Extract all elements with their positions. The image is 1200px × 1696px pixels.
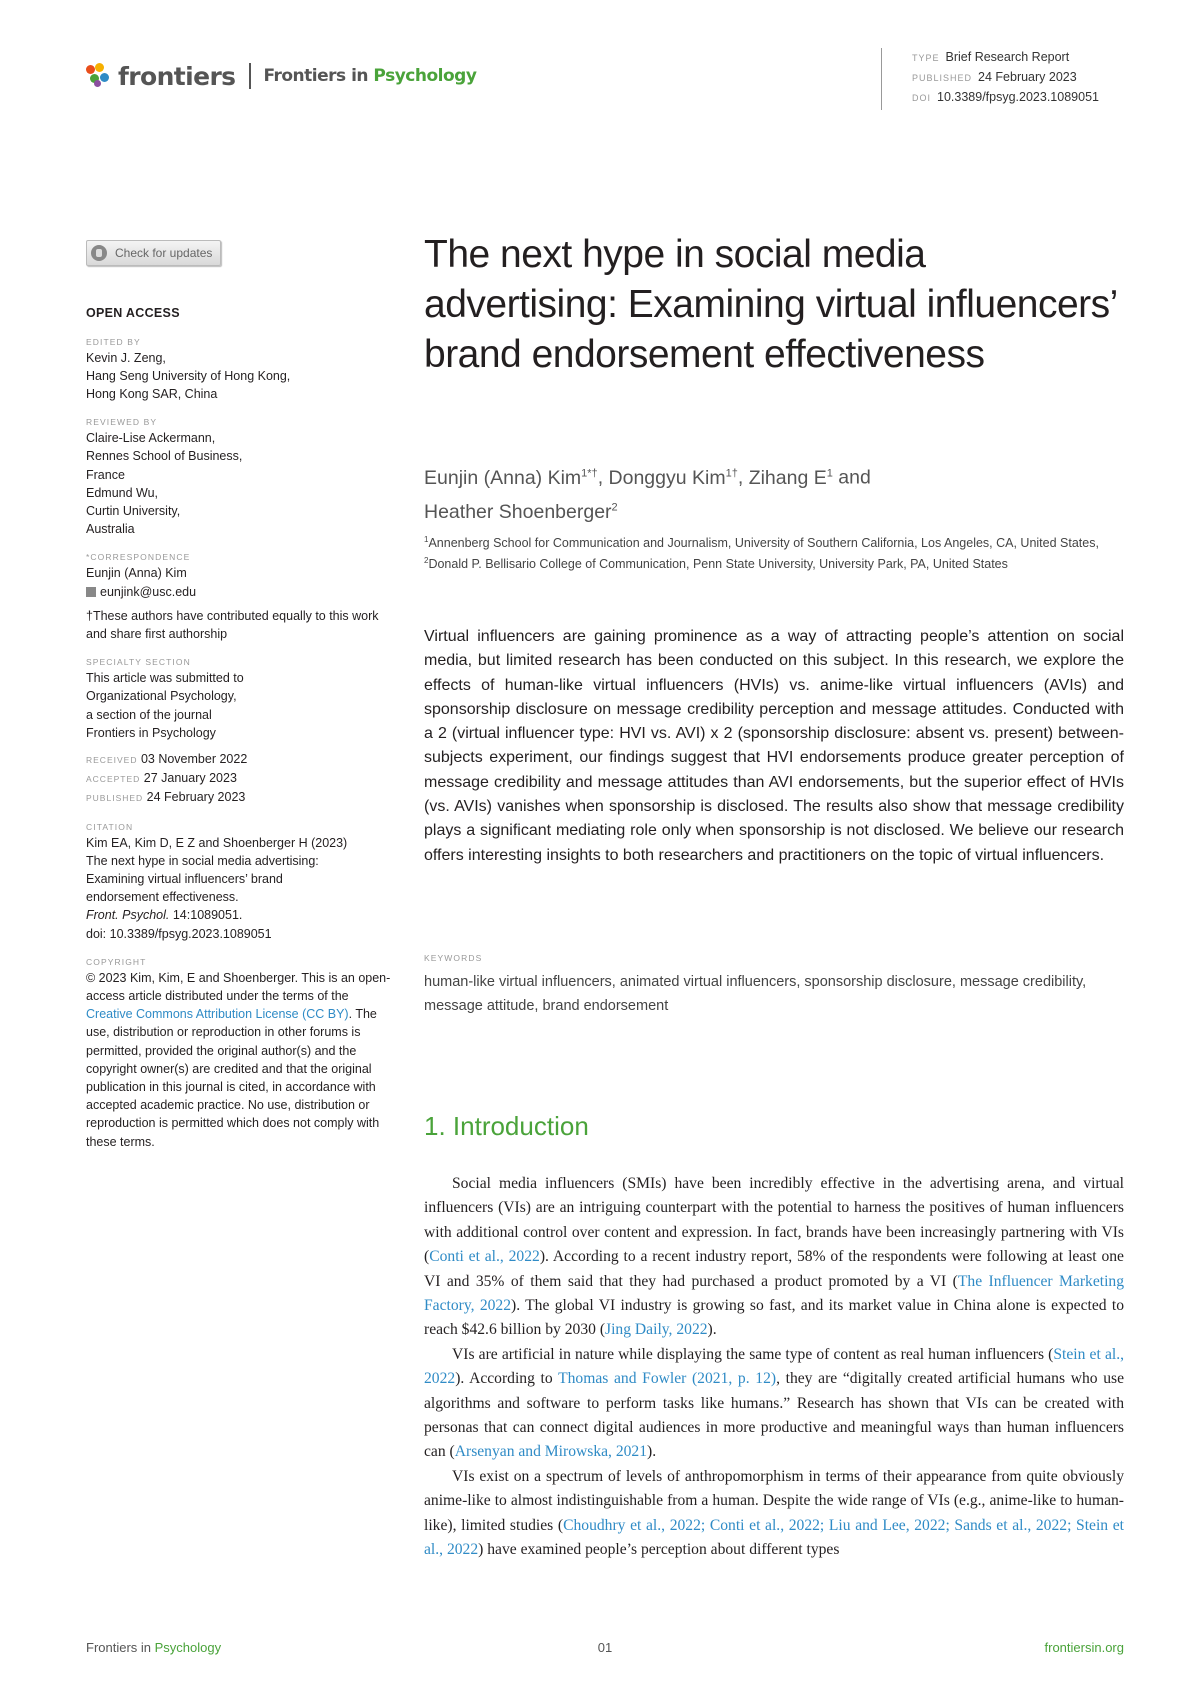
footer-journal: Frontiers in Psychology [86,1640,222,1655]
frontiers-logo-icon [86,63,112,89]
brand-name: frontiers [118,61,236,91]
copyright-label: COPYRIGHT [86,956,147,967]
date-published: PUBLISHED 24 February 2023 [86,790,246,805]
abstract: Virtual influencers are gaining prominence as a way of attracting people’s attention on social media, but limited research has been conducted on this subject. In this research, we explore the effects of human-like virtual influencers (HVIs) vs. anime-like virtual influencers (AVIs) and sponsorship disclosure on message credibility perception and message attitudes. Conducted with a 2 (virtual influencer type: HVI vs. AVI) x 2 (sponsorship disclosure: absent vs. present) between-subjects experiment, our findings suggest that HVI endorsements produce greater perception of message credibility and message attitudes than AVI endorsements, but the superior effect of HVIs (vs. AVIs) vanishes when sponsorship is disclosed. The results also show that message credibility plays a significant mediating role only when sponsorship is not disclosed. We believe our research offers interesting insights to both researchers and practitioners on the topic of virtual influencers. [424,628,1124,864]
article-title: The next hype in social media advertising: Examining virtual influencers’ brand endorsement effectiveness [424,233,1117,376]
author[interactable]: Donggyu Kim$^{1\dagger}$ [608,466,738,489]
meta-doi: DOI 10.3389/fpsyg.2023.1089051 [912,90,1099,104]
author[interactable]: Zihang $E^1$ [748,466,833,489]
reference-link[interactable]: The Influencer Marketing Factory, 2022 [424,1272,1124,1315]
logo-divider [249,63,251,89]
reference-link[interactable]: Arsenyan and Mirowska, 2021 [454,1443,648,1461]
reference-link[interactable]: Thomas and Fowler (2021, p. 12) [558,1370,777,1388]
citation-doi[interactable]: doi: 10.3389/fpsyg.2023.1089051 [86,926,272,941]
edited-by: Kevin J. Zeng, Hang Seng University of Hong Kong, Hong Kong SAR, China [86,350,291,401]
reference-link[interactable]: Stein et al., 2022 [424,1345,1124,1388]
edited-by-label: EDITED BY [86,336,141,347]
author[interactable]: Eunjin (Anna) Kim$^{1*\dagger}$ [424,466,598,489]
cc-license-link[interactable]: Creative Commons Attribution License (CC BY) [86,1007,349,1022]
paragraph: VIs are artificial in nature while displaying the same type of content as real human influencers (Stein et al., 2022). According to Thomas and Fowler (2021, p. 12), they are “digitally created artificial humans who use algorithms and software to perform tasks like humans.” Research has shown that VIs can be created with personas that can connect digital audiences in more productive and meaningful ways than human influencers can (Arsenyan and Mirowska, 2021). [424,1345,1125,1461]
email-icon [86,587,96,597]
article-body [424,1172,1124,1563]
reference-link[interactable]: Choudhry et al., 2022; Conti et al., 2022; Liu and Lee, 2022; Sands et al., 2022; Stein et al., 2022 [424,1516,1124,1559]
author[interactable]: Heather Shoenberger$^2$ [424,501,618,523]
footer-site-link[interactable]: frontiersin.org [1044,1640,1124,1655]
paragraph: Social media influencers (SMIs) have been incredibly effective in the advertising arena, and virtual influencers (VIs) are an intriguing counterpart with the potential to harness the positives of human influencers with additional control over content and expression. In fact, brands have been increasingly partnering with VIs (Conti et al., 2022). According to a recent industry report, 58% of the respondents were following at least one VI and 35% of them said that they had purchased a product promoted by a VI (The Influencer Marketing Factory, 2022). The global VI industry is growing so fast, and its market value in China alone is expected to reach $42.6 billion by 2030 (Jing Daily, 2022). [424,1175,1124,1339]
journal-name: Frontiers in Psychology [263,66,477,86]
paragraph: VIs exist on a spectrum of levels of anthropomorphism in terms of their appearance from quite obviously anime-like to almost indistinguishable from a human. Despite the wide range of VIs (e.g., anime-like to human-like), limited studies (Choudhry et al., 2022; Conti et al., 2022; Liu and Lee, 2022; Sands et al., 2022; Stein et al., 2022) have examined people’s perception about different types [424,1467,1124,1559]
open-access-label: OPEN ACCESS [86,306,180,321]
citation-label: CITATION [86,821,134,832]
page-number: 01 [597,1640,613,1655]
date-accepted: ACCEPTED 27 January 2023 [86,771,237,786]
section-heading: 1. Introduction [424,1111,589,1141]
affiliations: $^1$Annenberg School for Communication and Journalism, University of Southern California, Los Angeles, CA, United States, $^2$Donald P. Bellisario College of Communication, Penn State University, University Park, PA, United States [424,535,1099,572]
meta-type: TYPE Brief Research Report [912,50,1070,64]
correspondence: Eunjin (Anna) Kim eunjink@usc.edu [86,566,197,599]
copyright-text: © 2023 Kim, Kim, E and Shoenberger. This is an open-access article distributed under the terms of the Creative Commons Attribution License (CC BY). The use, distribution or reproduction in other forums is permitted, provided the original author(s) and the copyright owner(s) are credited and that the original publication in this journal is cited, in accordance with accepted academic practice. No use, distribution or reproduction is permitted which does not comply with these terms. [86,970,391,1149]
article-dates [86,750,396,808]
keywords-label: KEYWORDS [424,953,483,963]
author-list: Eunjin (Anna) Kim$^{1*\dagger}$, Donggyu Kim$^{1\dagger}$, Zihang $E^1$ and Heather Shoenberger$^2$ [424,466,871,523]
reviewed-by-label: REVIEWED BY [86,417,158,428]
specialty-section-label: SPECIALTY SECTION [86,657,191,668]
specialty-section: This article was submitted to Organizational Psychology, a section of the journal Frontiers in Psychology [86,671,244,740]
meta-published: PUBLISHED 24 February 2023 [912,70,1077,84]
page-footer [86,1640,1124,1655]
correspondence-email[interactable]: eunjink@usc.edu [100,584,197,599]
sidebar [86,240,396,1151]
equal-contribution-note: †These authors have contributed equally to this work and share first authorship [86,608,379,641]
keywords: human-like virtual influencers, animated virtual influencers, sponsorship disclosure, message credibility, message attitude, brand endorsement [424,974,1087,1014]
article-meta [881,48,1099,110]
check-for-updates-button[interactable]: Check for updates [86,240,221,266]
correspondence-label: *CORRESPONDENCE [86,552,191,563]
date-received: RECEIVED 03 November 2022 [86,751,248,766]
frontiers-logo[interactable] [86,59,476,93]
reference-link[interactable]: Conti et al., 2022 [429,1248,540,1266]
reference-link[interactable]: Jing Daily, 2022 [605,1321,708,1339]
citation: Kim EA, Kim D, E Z and Shoenberger H (2023) The next hype in social media advertising: Examining virtual influencers’ brand endorsement effectiveness. Front. Psychol. 14:1089051. doi: 10.3389/fpsyg.2023.1089051 [86,834,396,943]
reviewed-by: Claire-Lise Ackermann, Rennes School of Business, France Edmund Wu, Curtin University, Australia [86,431,243,537]
check-updates-icon [91,245,107,261]
